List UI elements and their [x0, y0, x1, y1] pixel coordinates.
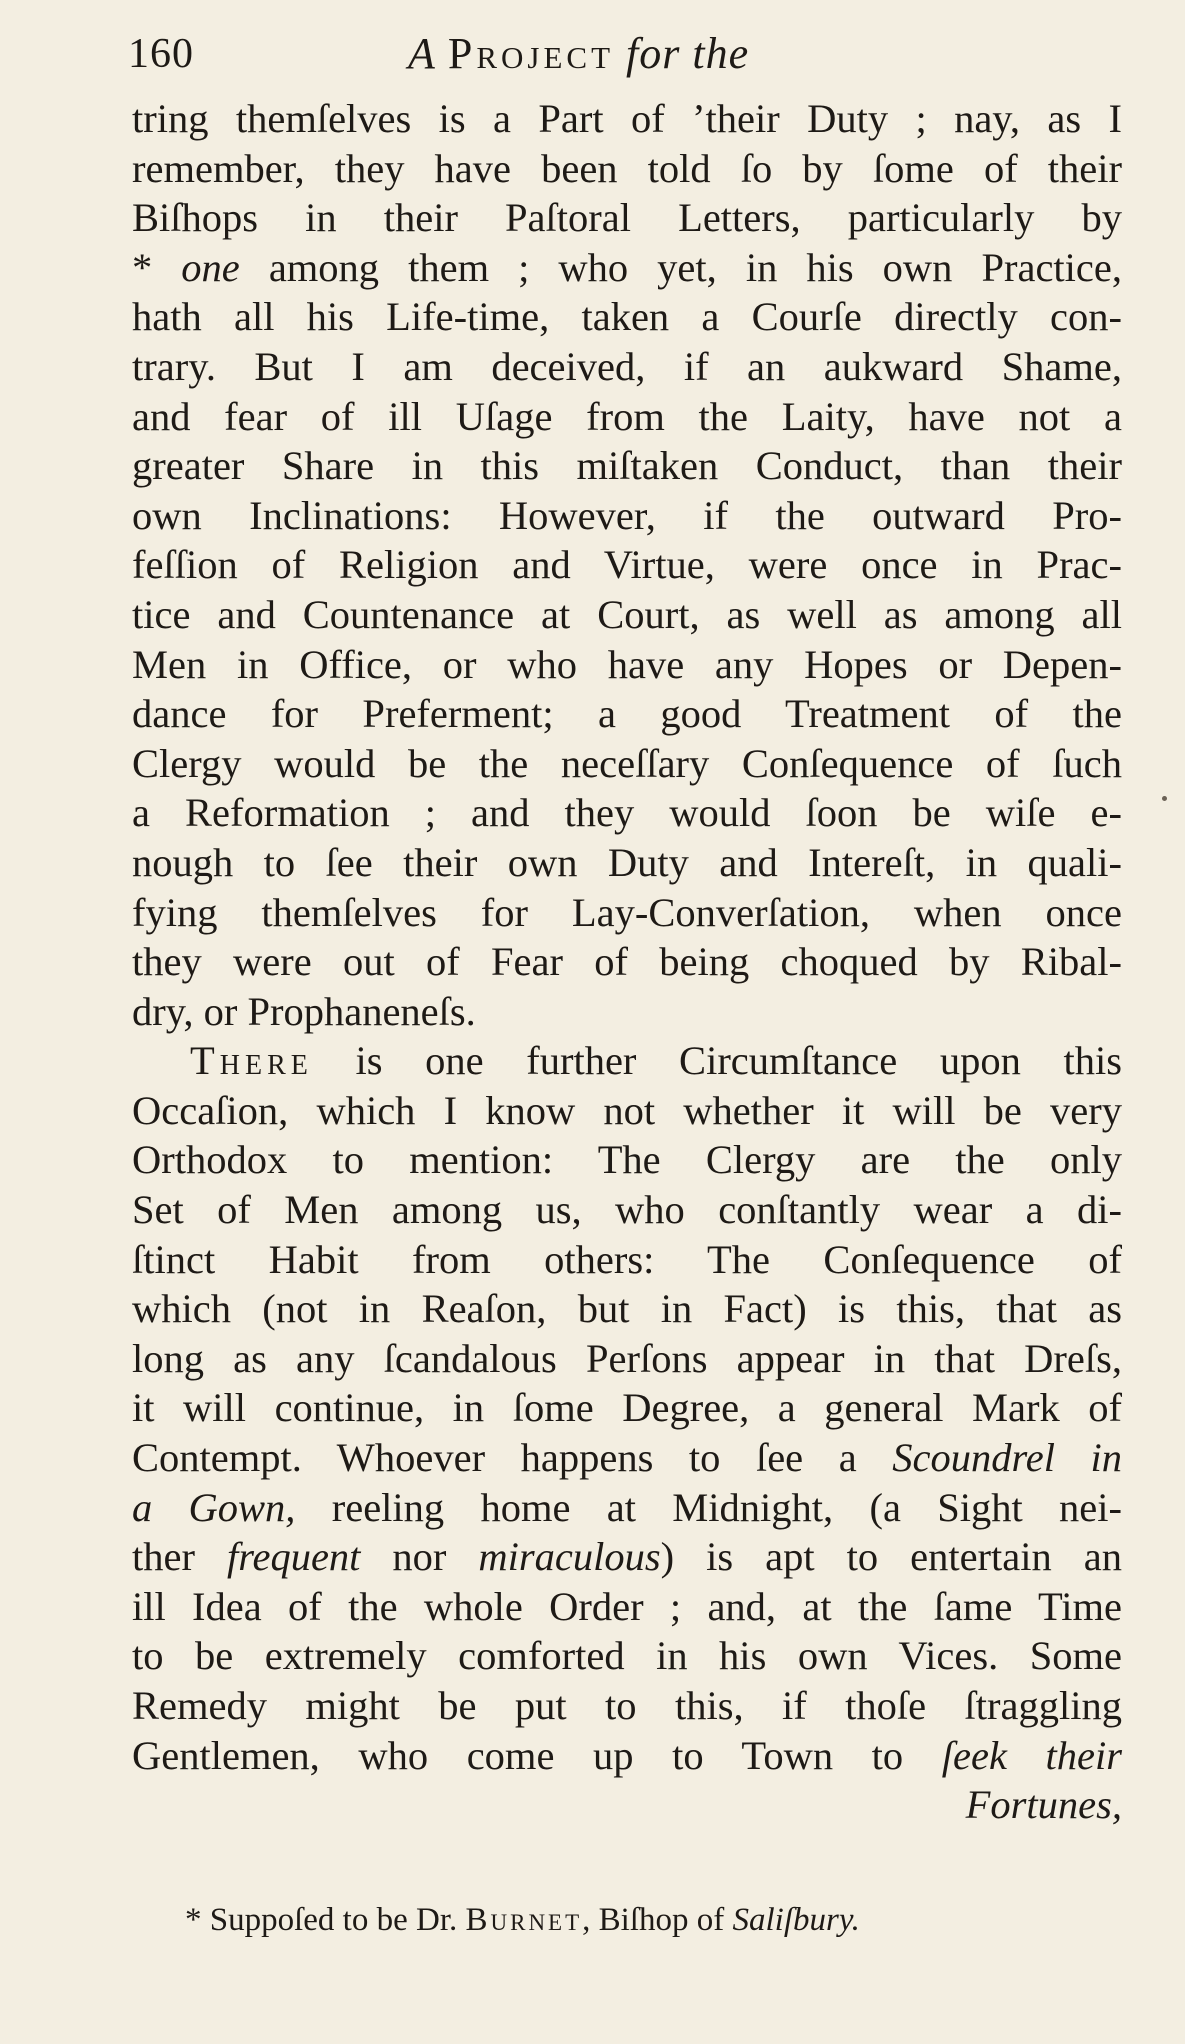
text-line	[132, 243, 1122, 293]
margin-speck	[1162, 796, 1167, 801]
text-run: ther	[132, 1534, 227, 1580]
text-line: Remedy might be put to this, if thoſe ſtraggling	[132, 1683, 1122, 1728]
emphasis-salisbury: Saliſbury.	[732, 1902, 860, 1938]
text-line: Orthodox to mention: The Clergy are the only	[132, 1137, 1122, 1183]
text-run: , Biſhop of	[582, 1902, 733, 1938]
text-line: and fear of ill Uſage from the Laity, have not a	[132, 393, 1122, 439]
running-head	[408, 28, 749, 79]
emphasis-scoundrel: Scoundrel in	[892, 1435, 1122, 1481]
running-head-a: A	[408, 29, 436, 78]
text-run: is one further Circumſtance upon this	[312, 1038, 1122, 1084]
text-line: tice and Countenance at Court, as well as among all	[132, 591, 1122, 637]
text-line: long as any ſcandalous Perſons appear in that Dreſs,	[132, 1335, 1122, 1381]
text-line: a Reformation ; and they would ſoon be wiſe e-	[132, 790, 1122, 836]
text-line: feſſion of Religion and Virtue, were once in Prac-	[132, 542, 1122, 588]
text-line: Set of Men among us, who conſtantly wear a di-	[132, 1187, 1122, 1233]
emphasis-seek-their: ſeek their	[941, 1732, 1122, 1778]
text-line: nough to ſee their own Duty and Intereſt, in quali-	[132, 839, 1122, 885]
emphasis-miraculous: miraculous	[478, 1534, 661, 1580]
emphasis-gown: a Gown,	[132, 1484, 296, 1530]
text-line: fying themſelves for Lay-Converſation, when once	[132, 889, 1122, 935]
running-head-for-the: for the	[626, 29, 750, 78]
text-line: ſtinct Habit from others: The Conſequence of	[132, 1236, 1122, 1282]
text-line: ill Idea of the whole Order ; and, at the ſame Time	[132, 1583, 1122, 1629]
text-line: dry, or Prophanenеſs.	[132, 988, 476, 1034]
text-run: Suppoſed to be Dr.	[201, 1902, 466, 1938]
text-line: remember, they have been told ſo by ſome of their	[132, 145, 1122, 191]
page-header	[128, 22, 1118, 92]
text-line: trary. But I am deceived, if an aukward Shame,	[132, 343, 1122, 389]
footnote	[185, 1902, 860, 1939]
text-line: Biſhops in their Paſtoral Letters, particularly by	[132, 195, 1122, 241]
text-run: reeling home at Midnight, (a Sight nei-	[295, 1484, 1122, 1530]
text-line: greater Share in this miſtaken Conduct, than their	[132, 443, 1122, 489]
text-line: hath all his Life-time, taken a Courſe directly con-	[132, 294, 1122, 340]
text-line: they were out of Fear of being choqued by Ribal-	[132, 939, 1122, 985]
text-run: Contempt. Whoever happens to ſee a	[132, 1435, 893, 1481]
text-line: dance for Preferment; a good Treatment of the	[132, 691, 1122, 737]
text-line: own Inclinations: However, if the outward Pro-	[132, 492, 1122, 538]
text-line: tring themſelves is a Part of ʼtheir Duty ; nay, as I	[132, 96, 1122, 141]
text-line	[132, 1433, 1122, 1483]
text-run: nor	[360, 1534, 479, 1580]
emphasis-frequent: frequent	[226, 1534, 361, 1580]
text-run: among them ; who yet, in his own Practice,	[239, 244, 1123, 290]
text-line	[132, 1532, 1122, 1582]
page-number: 160	[128, 31, 194, 77]
running-head-project: Project	[447, 29, 615, 78]
footnote-marker: *	[132, 244, 153, 290]
text-line: Occaſion, which I know not whether it will be very	[132, 1087, 1122, 1133]
body-text	[132, 94, 1122, 1830]
text-line: Men in Office, or who have any Hopes or Depen-	[132, 641, 1122, 687]
text-run: Gentlemen, who come up to Town to	[132, 1732, 942, 1778]
small-caps-burnet: Burnet	[465, 1902, 583, 1938]
text-line: to be extremely comforted in his own Vices. Some	[132, 1633, 1122, 1679]
text-line: which (not in Reaſon, but in Fact) is this, that as	[132, 1286, 1122, 1332]
text-line	[132, 1731, 1122, 1781]
footnote-marker: *	[185, 1902, 202, 1938]
text-run: ) is apt to entertain an	[660, 1534, 1122, 1580]
text-line	[132, 1036, 1122, 1086]
emphasis-one: one	[181, 244, 240, 290]
small-caps-there: There	[190, 1038, 313, 1084]
catchword: Fortunes,	[965, 1782, 1122, 1828]
text-line: Clergy would be the neceſſary Conſequence of ſuch	[132, 740, 1122, 786]
text-line	[132, 1483, 1122, 1533]
text-line: it will continue, in ſome Degree, a general Mark of	[132, 1385, 1122, 1431]
